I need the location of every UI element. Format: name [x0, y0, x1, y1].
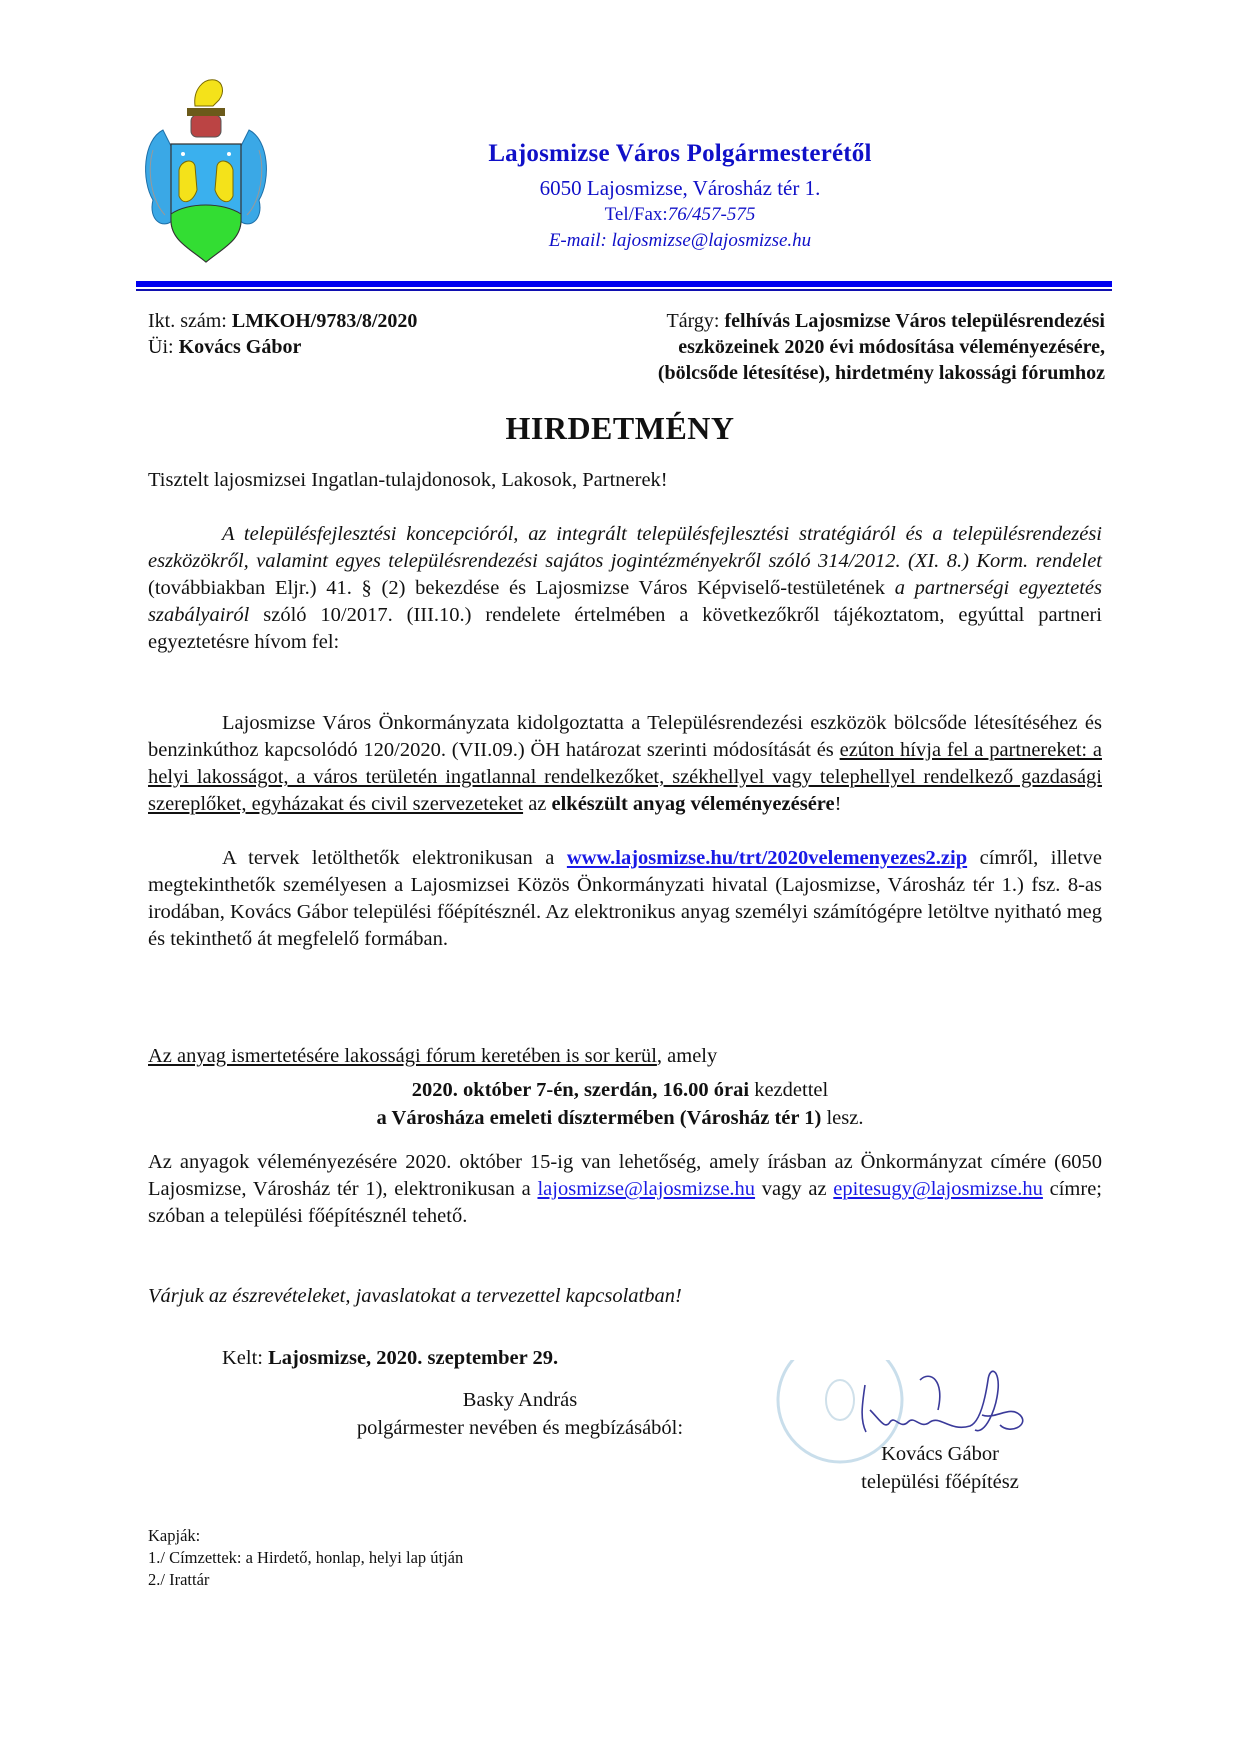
date-place [222, 1347, 558, 1370]
underlined-text: ezúton hívja fel a partnereket: a helyi lakosságot, a város területén ingatlannal rendelkezőket, székhellyel vagy telephellyel rendelkező gazdasági szereplőket, egyházakat és civil szervezeteket [148, 739, 1102, 815]
download-paragraph [148, 845, 1102, 953]
header-email [420, 230, 940, 252]
subject-line [560, 308, 1105, 334]
paragraph-text: az [523, 793, 552, 815]
reference-label: Ikt. szám: [148, 310, 232, 332]
email-label: E-mail: [548, 230, 612, 251]
header-address: 6050 Lajosmizse, Városház tér 1. [539, 176, 821, 200]
underlined-text: Az anyag ismertetésére lakossági fórum keretében is sor kerül [148, 1045, 657, 1067]
regulation-title: a partnerségi egyeztetés szabályairól [148, 577, 1102, 626]
distribution-item: 1./ Címzettek: a Hirdető, honlap, helyi lap útján [148, 1548, 464, 1567]
decree-title: A településfejlesztési koncepcióról, az integrált településfejlesztési stratégiáról és a településrendezési eszközökről, valamint egyes településrendezési sajátos jogintézményekről szóló 314/2012. (XI. 8.) Korm. rendelet [148, 523, 1102, 572]
paragraph-text: (továbbiakban Eljr.) 41. § (2) bekezdése és Lajosmizse Város Képviselő-testületének [148, 577, 895, 599]
header-title: Lajosmizse Város Polgármesterétől [488, 140, 872, 167]
reference-block [148, 308, 417, 360]
subject-text: eszközeinek 2020 évi módosítása véleményezésére, [678, 336, 1105, 358]
subject-block [560, 308, 1105, 386]
signer-role: polgármester nevében és megbízásából: [356, 1417, 684, 1439]
case-officer-value: Kovács Gábor [178, 336, 302, 358]
invitation-paragraph [148, 710, 1102, 818]
greeting: Tisztelt lajosmizsei Ingatlan-tulajdonosok, Lakosok, Partnerek! [148, 469, 668, 491]
coat-of-arms-icon [143, 70, 269, 270]
subject-text: (bölcsőde létesítése), hirdetmény lakossági fórumhoz [657, 362, 1105, 384]
subject-line [560, 360, 1105, 386]
signer-role: települési főépítész [861, 1471, 1019, 1493]
email-link-lajosmizse[interactable]: lajosmizse@lajosmizse.hu [537, 1178, 756, 1200]
date-label: Kelt: [222, 1347, 269, 1369]
phone-value: 76/457-575 [667, 204, 756, 225]
paragraph-text: szóló 10/2017. (III.10.) rendelete értelmében a következőkről tájékoztatom, egyúttal partneri egyeztetésre hívom fel: [148, 604, 1102, 653]
date-value: Lajosmizse, 2020. szeptember 29. [268, 1347, 559, 1369]
subject-line [560, 334, 1105, 360]
legal-basis-paragraph [148, 521, 1102, 656]
email-link-epitesugy[interactable]: epitesugy@lajosmizse.hu [833, 1178, 1043, 1200]
subject-label: Tárgy: [666, 310, 725, 332]
email-value: lajosmizse@lajosmizse.hu [611, 230, 812, 251]
signer-name: Basky András [462, 1389, 578, 1411]
header-divider-thin [136, 289, 1112, 291]
distribution-list [148, 1525, 463, 1591]
event-venue: a Városháza emeleti dísztermében (Városház tér 1) [376, 1107, 822, 1129]
paragraph-text: A tervek letölthetők elektronikusan a [222, 847, 567, 869]
event-location [0, 1104, 1240, 1132]
paragraph-text: Az anyagok véleményezésére 2020. október 15-ig van lehetőség, amely írásban az Önkormányzat címére (6050 Lajosmizse, Városház tér 1), elektronikusan a [148, 1151, 1102, 1200]
header-phone [420, 204, 940, 226]
header-divider-thick [136, 281, 1112, 287]
reference-number [148, 308, 417, 334]
signer-name: Kovács Gábor [881, 1443, 999, 1465]
forum-paragraph [148, 1043, 1102, 1070]
paragraph-text: címre; szóban a települési főépítésznél tehető. [148, 1178, 1102, 1227]
bold-text: elkészült anyag véleményezésére [551, 793, 835, 815]
distribution-item: 2./ Irattár [148, 1570, 210, 1589]
download-link[interactable]: www.lajosmizse.hu/trt/2020velemenyezes2.zip [566, 847, 968, 869]
event-text: lesz. [821, 1107, 864, 1129]
paragraph-text: vagy az [755, 1178, 834, 1200]
paragraph-text: Lajosmizse Város Önkormányzata kidolgoztatta a Településrendezési eszközök bölcsőde létesítéséhez és benzinkúthoz kapcsolódó 120/2020. (VII.09.) ÖH határozat szerinti módosítását és [148, 712, 1102, 761]
reference-value: LMKOH/9783/8/2020 [231, 310, 418, 332]
closing-line: Várjuk az észrevételeket, javaslatokat a tervezettel kapcsolatban! [148, 1285, 682, 1307]
distribution-label: Kapják: [148, 1526, 201, 1545]
comment-deadline-paragraph [148, 1149, 1102, 1230]
case-officer [148, 334, 417, 360]
document-title: HIRDETMÉNY [505, 410, 735, 446]
forum-event-details [0, 1076, 1240, 1132]
signer-architect [790, 1440, 1090, 1496]
paragraph-text: , amely [656, 1045, 718, 1067]
subject-text: felhívás Lajosmizse Város településrendezési [724, 310, 1105, 332]
phone-label: Tel/Fax: [604, 204, 668, 225]
paragraph-text: címről, illetve megtekinthetők személyesen a Lajosmizsei Közös Önkormányzati hivatal (Lajosmizse, Városház tér 1.) fsz. 8-as irodában, Kovács Gábor települési főépítésznél. Az elektronikus anyag személyi számítógépre letöltve nyitható meg és tekinthető át megfelelő formában. [148, 847, 1102, 950]
event-date: 2020. október 7-én, szerdán, 16.00 órai [411, 1079, 750, 1101]
event-text: kezdettel [749, 1079, 829, 1101]
signer-mayor [280, 1386, 760, 1442]
case-officer-label: Üi: [148, 336, 179, 358]
event-datetime [0, 1076, 1240, 1104]
paragraph-text: ! [834, 793, 842, 815]
